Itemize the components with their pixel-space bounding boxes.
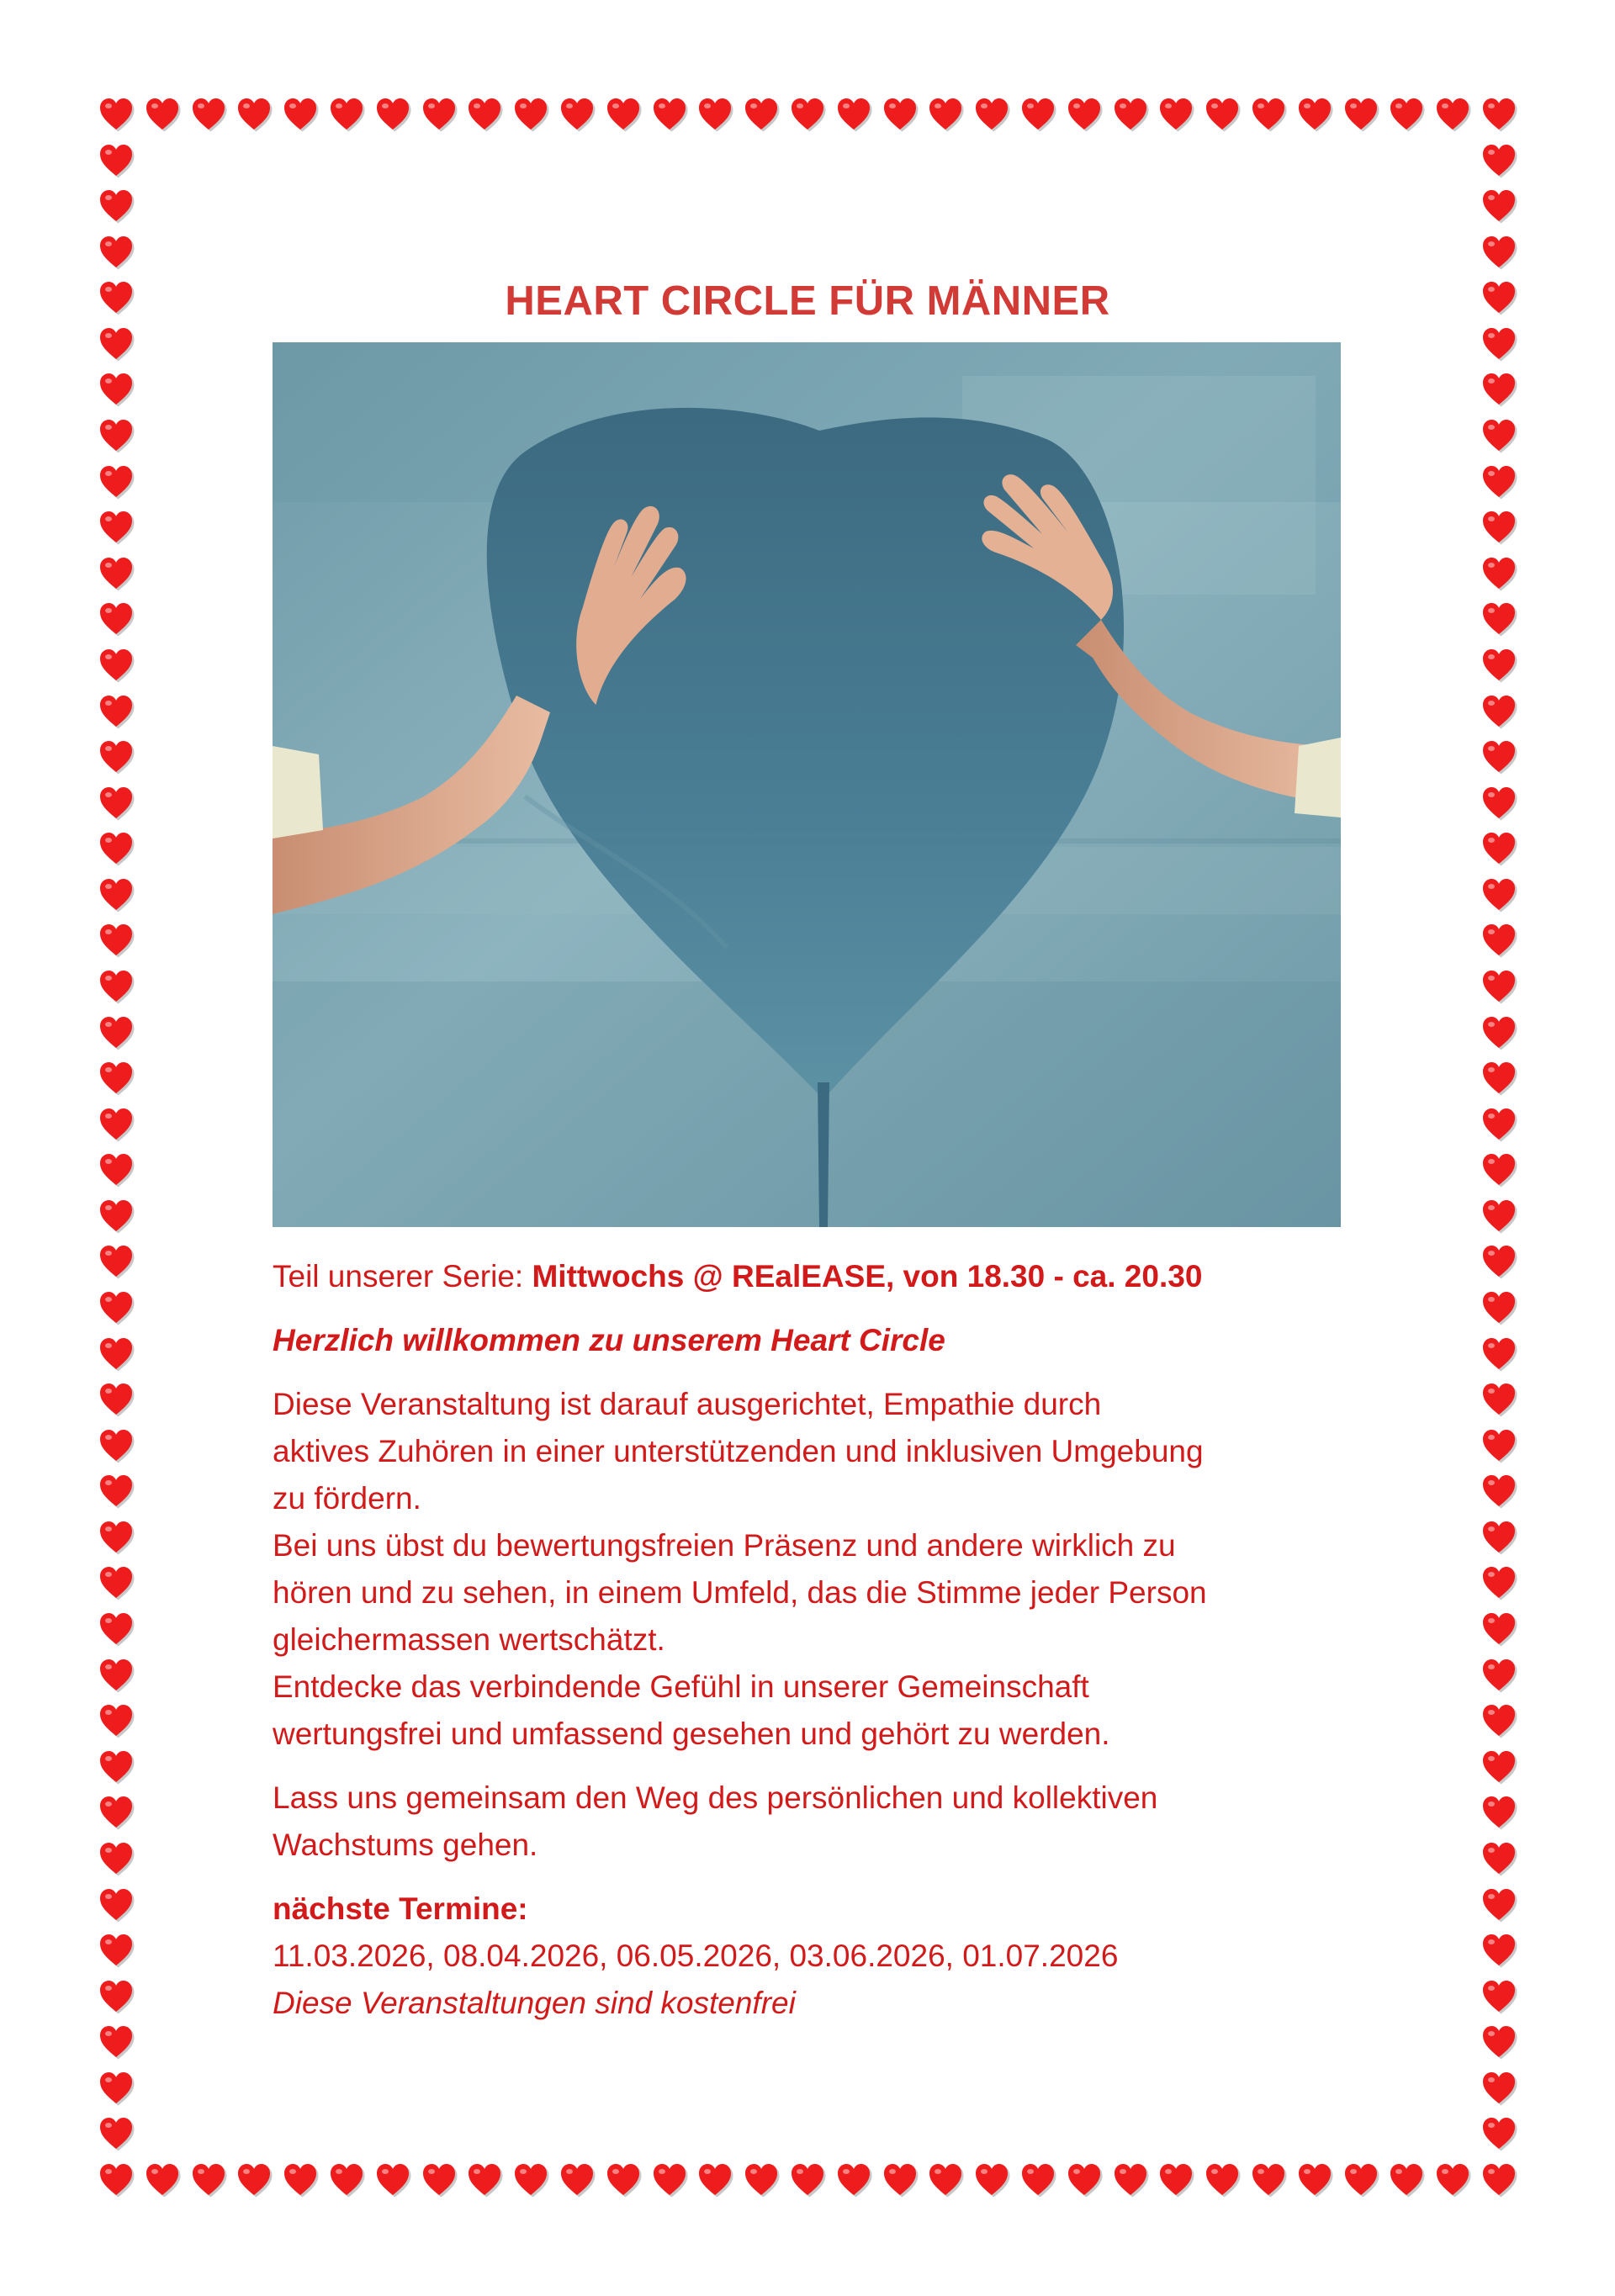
heart-icon [1480, 968, 1517, 1005]
heart-icon [98, 417, 135, 454]
heart-icon [1480, 876, 1517, 913]
heart-icon [835, 2161, 872, 2198]
heart-icon [98, 738, 135, 775]
heart-icon [651, 2161, 688, 2198]
heart-icon [98, 371, 135, 408]
heart-icon [1480, 188, 1517, 225]
heart-icon [882, 2161, 919, 2198]
heart-icon [1480, 1657, 1517, 1694]
heart-icon [98, 1519, 135, 1556]
heart-icon [605, 2161, 642, 2198]
heart-icon [743, 2161, 780, 2198]
heart-icon [789, 2161, 826, 2198]
heart-icon [1480, 1611, 1517, 1648]
heart-icon [98, 188, 135, 225]
heart-icon [1019, 2161, 1056, 2198]
heart-icon [1204, 2161, 1241, 2198]
heart-icon [98, 2115, 135, 2152]
description-line: aktives Zuhören in einer unterstützenden und inklusiven Umgebung [273, 1434, 1204, 1468]
heart-icon [98, 142, 135, 179]
heart-icon [144, 96, 181, 133]
heart-icon [98, 96, 135, 133]
heart-icon [1296, 96, 1333, 133]
heart-icon [98, 1198, 135, 1235]
heart-icon [1480, 600, 1517, 637]
heart-icon [1250, 2161, 1287, 2198]
heart-icon [98, 1702, 135, 1739]
heart-icon [1066, 96, 1103, 133]
description-line: gleichermassen wertschätzt. [273, 1622, 665, 1657]
heart-icon [1480, 1151, 1517, 1188]
heart-icon [98, 1748, 135, 1785]
heart-icon [374, 2161, 411, 2198]
growth-line: Wachstums gehen. [273, 1828, 538, 1862]
heart-icon [98, 2070, 135, 2107]
growth-paragraph [273, 1775, 1366, 1869]
page-title: HEART CIRCLE FÜR MÄNNER [505, 278, 1110, 324]
heart-icon [1066, 2161, 1103, 2198]
heart-icon [1342, 2161, 1379, 2198]
heart-icon [98, 1427, 135, 1464]
heart-icon [282, 96, 319, 133]
heart-icon [1480, 1564, 1517, 1601]
heart-icon [98, 2161, 135, 2198]
description-line: Diese Veranstaltung ist darauf ausgerichtet, Empathie durch [273, 1387, 1102, 1421]
heart-icon [236, 96, 273, 133]
heart-icon [98, 1014, 135, 1051]
heart-icon [98, 785, 135, 822]
heart-icon [1480, 922, 1517, 959]
heart-icon [144, 2161, 181, 2198]
heart-icon [236, 2161, 273, 2198]
heart-icon [1480, 1978, 1517, 2015]
heart-icon [98, 1060, 135, 1097]
heart-icon [328, 96, 365, 133]
heart-icon [421, 2161, 458, 2198]
heart-icon [98, 830, 135, 867]
dates-list: 11.03.2026, 08.04.2026, 06.05.2026, 03.06.2026, 01.07.2026 [273, 1939, 1119, 1973]
heart-icon [98, 2024, 135, 2061]
heart-icon [98, 1657, 135, 1694]
heart-icon [98, 922, 135, 959]
heart-icon [98, 234, 135, 271]
heart-icon [1480, 417, 1517, 454]
heart-icon [835, 96, 872, 133]
heart-icon [1480, 1748, 1517, 1785]
heart-icon [927, 2161, 964, 2198]
heart-icon [1480, 1381, 1517, 1418]
heart-icon [973, 96, 1010, 133]
heart-icon [1112, 96, 1149, 133]
heart-icon [1342, 96, 1379, 133]
heart-icon [1480, 234, 1517, 271]
heart-icon [512, 96, 549, 133]
heart-icon [1480, 1702, 1517, 1739]
heart-icon [1480, 463, 1517, 500]
description-line: Entdecke das verbindende Gefühl in unserer Gemeinschaft [273, 1669, 1089, 1704]
heart-icon [1250, 96, 1287, 133]
heart-icon [1480, 371, 1517, 408]
heart-icon [1480, 555, 1517, 592]
heart-icon [1434, 2161, 1471, 2198]
heart-with-hands-photo [273, 342, 1341, 1227]
heart-icon [98, 509, 135, 546]
heart-icon [98, 693, 135, 730]
description-line: hören und zu sehen, in einem Umfeld, das die Stimme jeder Person [273, 1575, 1207, 1610]
heart-icon [190, 96, 227, 133]
heart-icon [1019, 96, 1056, 133]
heart-icon [98, 1151, 135, 1188]
description-line: zu fördern. [273, 1481, 421, 1516]
heart-icon [98, 1106, 135, 1143]
heart-icon [1480, 1519, 1517, 1556]
heart-icon [98, 1932, 135, 1969]
heart-icon [1480, 693, 1517, 730]
heart-icon [512, 2161, 549, 2198]
heart-icon [98, 876, 135, 913]
heart-icon [328, 2161, 365, 2198]
heart-icon [1480, 1427, 1517, 1464]
heart-icon [1480, 1473, 1517, 1510]
heart-icon [696, 96, 733, 133]
heart-icon [98, 325, 135, 362]
series-line [273, 1253, 1366, 1300]
heart-icon [421, 96, 458, 133]
heart-icon [1480, 142, 1517, 179]
heart-icon [98, 647, 135, 684]
heart-icon [1480, 509, 1517, 546]
heart-icon [1480, 325, 1517, 362]
heart-icon [1480, 1106, 1517, 1143]
series-schedule: Mittwochs @ REalEASE, von 18.30 - ca. 20.30 [532, 1259, 1203, 1293]
heart-icon [973, 2161, 1010, 2198]
heart-icon [98, 1381, 135, 1418]
heart-icon [466, 96, 503, 133]
description [273, 1381, 1366, 1758]
heart-icon [1480, 738, 1517, 775]
free-note: Diese Veranstaltungen sind kostenfrei [273, 1986, 796, 2020]
heart-icon [98, 463, 135, 500]
heart-icon [98, 279, 135, 316]
heart-icon [1480, 785, 1517, 822]
heart-icon [98, 600, 135, 637]
heart-icon [882, 96, 919, 133]
description-line: Bei uns übst du bewertungsfreien Präsenz und andere wirklich zu [273, 1528, 1176, 1563]
heart-icon [559, 96, 596, 133]
heart-icon [1434, 96, 1471, 133]
flyer-content [273, 1253, 1366, 2027]
heart-icon [1388, 2161, 1425, 2198]
heart-icon [1480, 96, 1517, 133]
growth-line: Lass uns gemeinsam den Weg des persönlichen und kollektiven [273, 1780, 1158, 1815]
heart-icon [1480, 1886, 1517, 1923]
heart-icon [1480, 647, 1517, 684]
heart-icon [1112, 2161, 1149, 2198]
heart-icon [1480, 1840, 1517, 1877]
heart-icon [1480, 1794, 1517, 1831]
heart-icon [789, 96, 826, 133]
heart-icon [98, 1243, 135, 1280]
heart-icon [98, 1611, 135, 1648]
heart-icon [190, 2161, 227, 2198]
heart-icon [98, 1473, 135, 1510]
heart-icon [98, 1564, 135, 1601]
heart-icon [98, 1289, 135, 1326]
heart-icon [1480, 830, 1517, 867]
heart-icon [696, 2161, 733, 2198]
heart-icon [98, 1794, 135, 1831]
heart-icon [466, 2161, 503, 2198]
heart-icon [927, 96, 964, 133]
heart-icon [98, 968, 135, 1005]
series-prefix: Teil unserer Serie: [273, 1259, 532, 1293]
heart-icon [98, 1886, 135, 1923]
heart-icon [559, 2161, 596, 2198]
heart-icon [1296, 2161, 1333, 2198]
heart-icon [1480, 2161, 1517, 2198]
heart-icon [1480, 1289, 1517, 1326]
heart-icon [98, 1336, 135, 1373]
heart-icon [605, 96, 642, 133]
dates-heading: nächste Termine: [273, 1891, 528, 1926]
heart-icon [1157, 96, 1194, 133]
heart-icon [1204, 96, 1241, 133]
heart-icon [1480, 1243, 1517, 1280]
heart-icon [651, 96, 688, 133]
heart-icon [1480, 1336, 1517, 1373]
heart-icon [98, 1840, 135, 1877]
welcome-heading: Herzlich willkommen zu unserem Heart Circle [273, 1323, 945, 1357]
heart-icon [98, 555, 135, 592]
heart-icon [374, 96, 411, 133]
heart-icon [98, 1978, 135, 2015]
heart-icon [743, 96, 780, 133]
heart-icon [1480, 2070, 1517, 2107]
heart-icon [1388, 96, 1425, 133]
heart-icon [1480, 1198, 1517, 1235]
heart-icon [1480, 2024, 1517, 2061]
heart-icon [1480, 1014, 1517, 1051]
description-line: wertungsfrei und umfassend gesehen und gehört zu werden. [273, 1717, 1110, 1751]
heart-icon [1480, 1932, 1517, 1969]
heart-icon [1480, 2115, 1517, 2152]
heart-icon [282, 2161, 319, 2198]
heart-icon [1480, 279, 1517, 316]
heart-icon [1157, 2161, 1194, 2198]
heart-icon [1480, 1060, 1517, 1097]
